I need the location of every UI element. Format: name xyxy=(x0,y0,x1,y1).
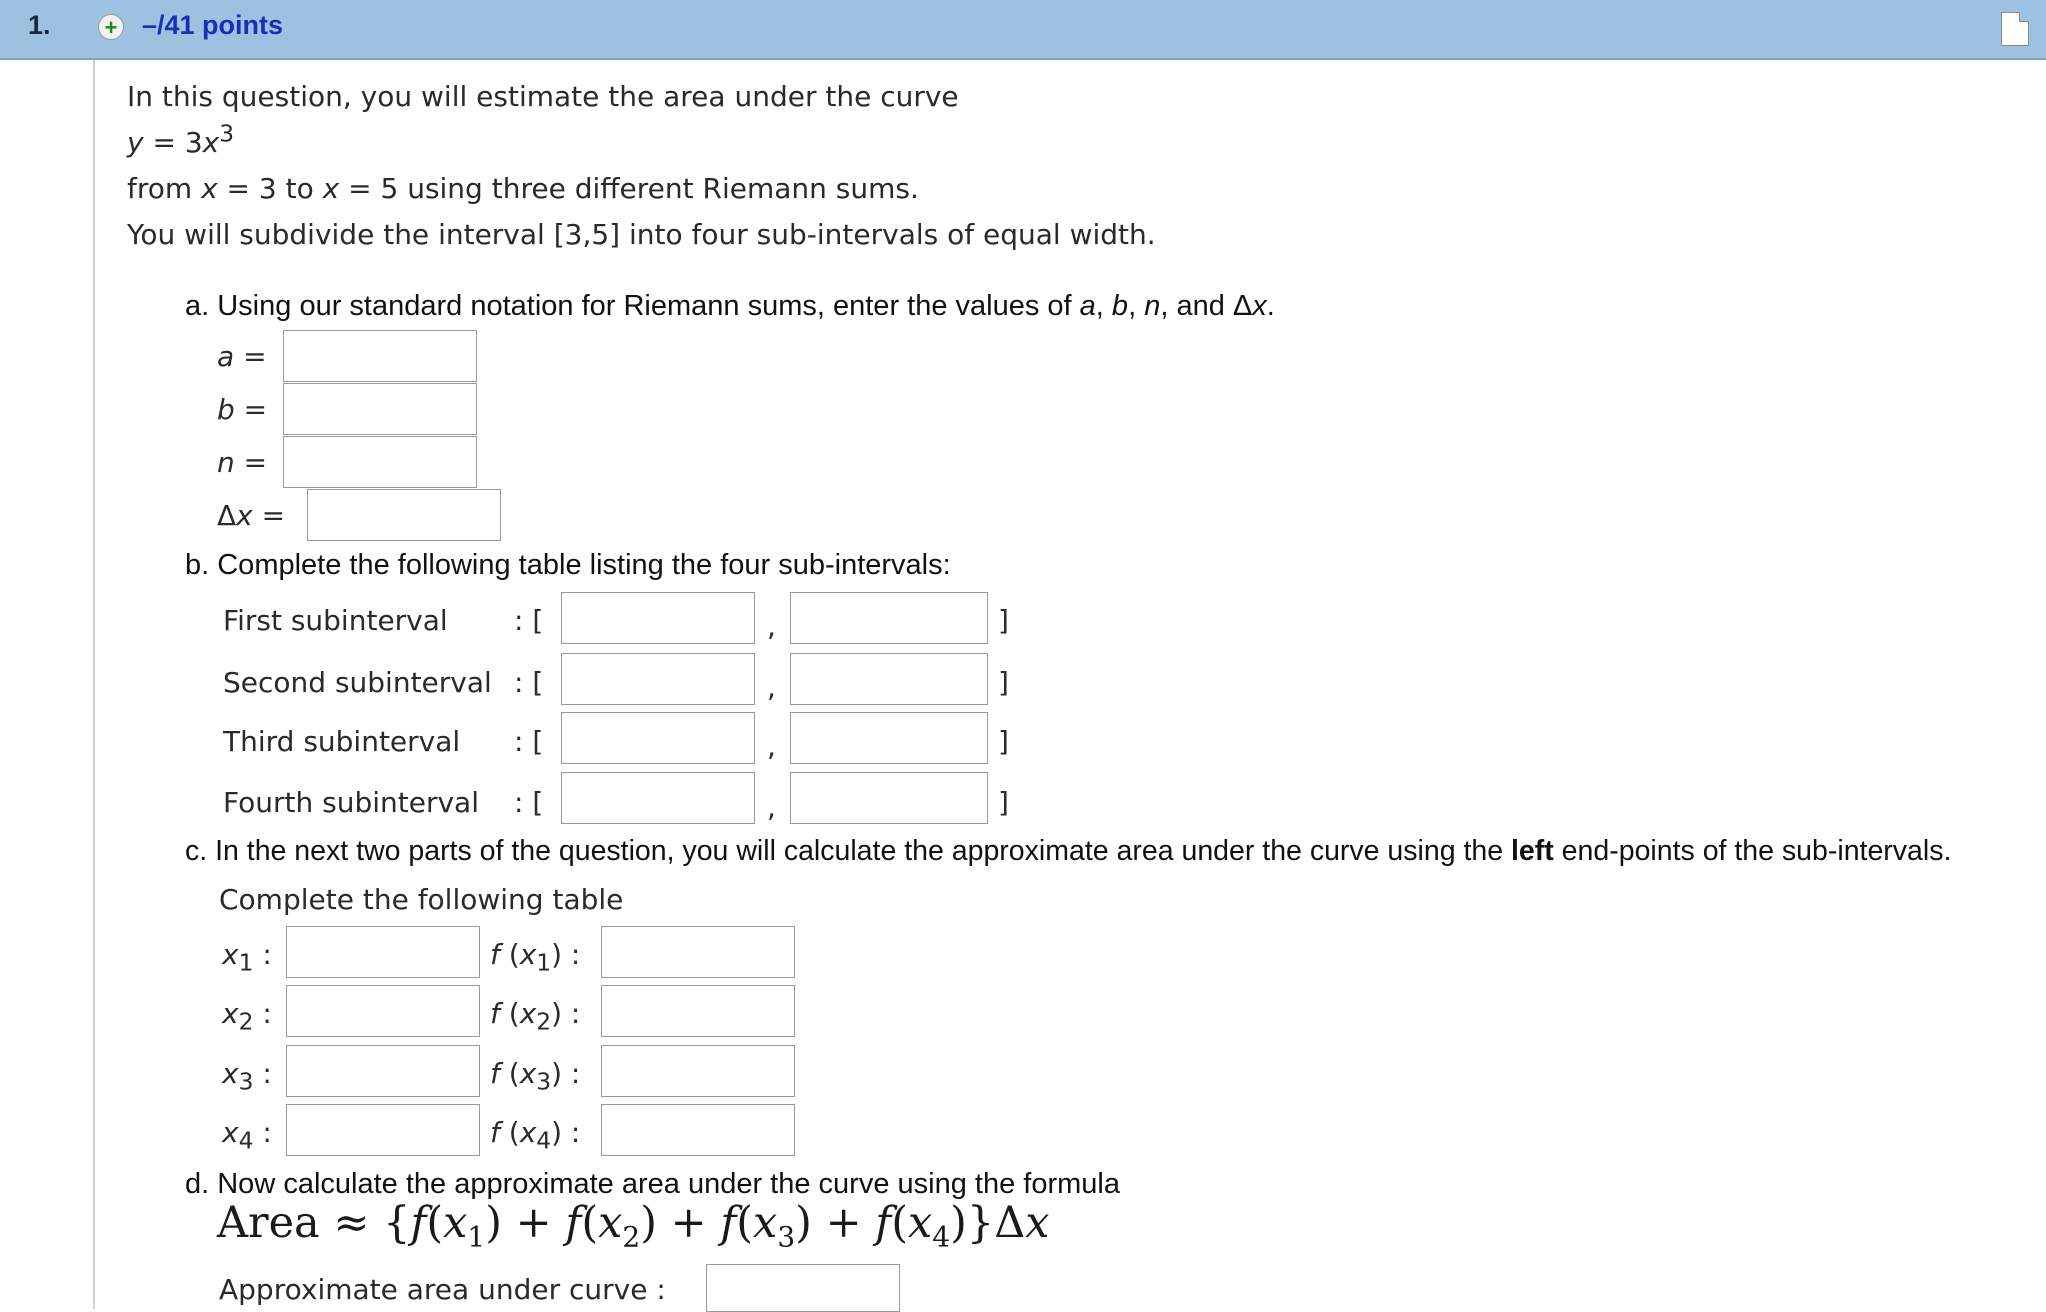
fx3-f: f xyxy=(490,1057,500,1090)
x1-label: $x_1$ : xyxy=(222,938,272,977)
label-a-eq: = xyxy=(234,340,267,373)
input-x1[interactable] xyxy=(286,926,480,978)
left-margin-rule xyxy=(93,60,95,1309)
fx3-label: f $(x_3)$ : xyxy=(490,1057,581,1096)
formula-sub1: 1 xyxy=(467,1220,486,1254)
subinterval-2-end[interactable] xyxy=(790,653,988,705)
part-a-prompt-text: a. Using our standard notation for Riemann sums, enter the values of xyxy=(185,290,1080,322)
input-x3[interactable] xyxy=(286,1045,480,1097)
x4-sub: 4 xyxy=(238,1126,254,1155)
part-a-end: . xyxy=(1266,290,1275,322)
from-text: from xyxy=(127,172,202,205)
x2-var: x xyxy=(222,997,239,1030)
part-c-prompt-bold: left xyxy=(1511,835,1554,867)
intro-line-3 xyxy=(127,172,919,205)
x1-sub: 1 xyxy=(238,948,254,977)
formula-f3: f xyxy=(720,1198,737,1248)
formula-f2: f xyxy=(565,1198,582,1248)
label-dx-var: x xyxy=(236,499,253,532)
label-dx-eq: = xyxy=(252,499,286,532)
x2-sub: 2 xyxy=(238,1007,254,1036)
fx4-sub: 4 xyxy=(536,1126,552,1155)
formula-sub4: 4 xyxy=(932,1220,951,1254)
part-d-prompt: d. Now calculate the approximate area under the curve using the formula xyxy=(185,1168,1120,1200)
input-delta-x[interactable] xyxy=(307,489,501,541)
part-a-var-b: b xyxy=(1111,290,1129,322)
page-icon[interactable] xyxy=(2001,12,2029,46)
formula-plus2: + xyxy=(656,1198,721,1248)
label-b-var: b xyxy=(217,393,235,426)
func-x-var: x xyxy=(202,126,220,159)
x-var-1: x xyxy=(201,172,218,205)
fx2-sub: 2 xyxy=(536,1007,552,1036)
input-fx3[interactable] xyxy=(601,1045,795,1097)
input-fx1[interactable] xyxy=(601,926,795,978)
formula-dx: x xyxy=(1025,1198,1050,1248)
colon-bracket-4: : [ xyxy=(514,786,544,819)
part-a-sep3: , and Δ xyxy=(1160,290,1253,322)
subinterval-3-end[interactable] xyxy=(790,712,988,764)
part-a-sep1: , xyxy=(1095,290,1112,322)
end-text: = 5 using three different Riemann sums. xyxy=(339,172,919,205)
part-a-var-x: x xyxy=(1252,290,1267,322)
fx2-label: f $(x_2)$ : xyxy=(490,997,581,1036)
close-bracket-1: ] xyxy=(998,604,1009,637)
colon-bracket-1: : [ xyxy=(514,604,544,637)
area-formula: Area ≈ $\{f(x_1) + f(x_2) + f(x_3) + f(x_4)\}\Delta x$ xyxy=(217,1198,1050,1254)
input-x4[interactable] xyxy=(286,1104,480,1156)
x3-label: $x_3$ : xyxy=(222,1057,272,1096)
subinterval-label-1: First subinterval xyxy=(223,604,448,637)
subinterval-2-start[interactable] xyxy=(561,653,755,705)
x4-label: $x_4$ : xyxy=(222,1116,272,1155)
label-n xyxy=(217,446,267,479)
part-c-prompt-text: c. In the next two parts of the question, you will calculate the approximate area under the curve using the xyxy=(185,835,1512,867)
formula-plus1: + xyxy=(502,1198,566,1248)
fx1-label: f $(x_1)$ : xyxy=(490,938,581,977)
close-bracket-2: ] xyxy=(998,666,1009,699)
fx4-f: f xyxy=(490,1116,500,1149)
subinterval-label-4: Fourth subinterval xyxy=(223,786,479,819)
label-n-var: n xyxy=(217,446,235,479)
formula-approx: ≈ { xyxy=(319,1198,411,1248)
label-b xyxy=(217,393,267,426)
label-b-eq: = xyxy=(234,393,268,426)
mid-text: = 3 to xyxy=(217,172,323,205)
comma-1: , xyxy=(767,610,776,643)
area-result-label: Approximate area under curve : xyxy=(219,1273,666,1306)
label-n-eq: = xyxy=(234,446,268,479)
comma-2: , xyxy=(767,671,776,704)
formula-sub2: 2 xyxy=(622,1220,641,1254)
formula-x3: x xyxy=(753,1198,778,1248)
fx2-f: f xyxy=(490,997,500,1030)
x3-sub: 3 xyxy=(238,1067,254,1096)
subinterval-1-start[interactable] xyxy=(561,592,755,644)
points-label: –/41 points xyxy=(142,10,284,40)
part-c-prompt-end: end-points of the sub-intervals. xyxy=(1553,835,1952,867)
formula-f4: f xyxy=(875,1198,892,1248)
colon-bracket-3: : [ xyxy=(514,725,544,758)
formula-x2: x xyxy=(598,1198,623,1248)
input-fx2[interactable] xyxy=(601,985,795,1037)
part-a-var-a: a xyxy=(1079,290,1096,322)
fx4-x: x xyxy=(519,1116,537,1149)
label-a-var: a xyxy=(217,340,235,373)
formula-f1: f xyxy=(410,1198,427,1248)
formula-close: }Δ xyxy=(966,1198,1026,1248)
label-delta: Δ xyxy=(217,499,237,532)
input-x2[interactable] xyxy=(286,985,480,1037)
formula-sub3: 3 xyxy=(777,1220,796,1254)
formula-x4: x xyxy=(908,1198,933,1248)
fx2-x: x xyxy=(519,997,537,1030)
intro-line-1: In this question, you will estimate the area under the curve xyxy=(127,80,959,113)
fx3-sub: 3 xyxy=(536,1067,552,1096)
formula-plus3: + xyxy=(811,1198,876,1248)
subinterval-label-3: Third subinterval xyxy=(223,725,461,758)
fx4-label: f $(x_4)$ : xyxy=(490,1116,581,1155)
formula-area-word: Area xyxy=(217,1198,320,1248)
formula-x1: x xyxy=(443,1198,468,1248)
label-a xyxy=(217,340,267,373)
input-b[interactable] xyxy=(283,383,477,435)
func-eq: = 3 xyxy=(143,126,203,159)
label-delta-x xyxy=(217,499,285,532)
subinterval-3-start[interactable] xyxy=(561,712,755,764)
part-a-prompt xyxy=(185,290,1275,323)
question-header-bar xyxy=(0,0,2046,60)
intro-line-4: You will subdivide the interval [3,5] into four sub-intervals of equal width. xyxy=(127,218,1156,251)
expand-plus-icon[interactable]: + xyxy=(98,14,124,40)
part-c-prompt xyxy=(185,835,1951,868)
fx1-x: x xyxy=(519,938,537,971)
subinterval-4-start[interactable] xyxy=(561,772,755,824)
part-a-var-n: n xyxy=(1144,290,1161,322)
x4-var: x xyxy=(222,1116,239,1149)
x1-var: x xyxy=(222,938,239,971)
func-y-var: y xyxy=(127,126,144,159)
comma-4: , xyxy=(767,791,776,824)
fx3-x: x xyxy=(519,1057,537,1090)
input-approximate-area[interactable] xyxy=(706,1264,900,1312)
intro-function xyxy=(127,119,235,159)
x-var-2: x xyxy=(322,172,340,205)
part-a-sep2: , xyxy=(1128,290,1145,322)
fx1-sub: 1 xyxy=(536,948,552,977)
part-b-prompt: b. Complete the following table listing the four sub-intervals: xyxy=(185,549,951,581)
func-exponent: 3 xyxy=(219,119,235,148)
question-number: 1. xyxy=(28,10,51,40)
input-a[interactable] xyxy=(283,330,477,382)
part-c-subtitle: Complete the following table xyxy=(219,883,624,916)
fx1-f: f xyxy=(490,938,500,971)
subinterval-4-end[interactable] xyxy=(790,772,988,824)
input-n[interactable] xyxy=(283,436,477,488)
comma-3: , xyxy=(767,730,776,763)
subinterval-label-2: Second subinterval xyxy=(223,666,492,699)
colon-bracket-2: : [ xyxy=(514,666,544,699)
input-fx4[interactable] xyxy=(601,1104,795,1156)
close-bracket-3: ] xyxy=(998,725,1009,758)
x2-label: $x_2$ : xyxy=(222,997,272,1036)
close-bracket-4: ] xyxy=(998,786,1009,819)
x3-var: x xyxy=(222,1057,239,1090)
subinterval-1-end[interactable] xyxy=(790,592,988,644)
